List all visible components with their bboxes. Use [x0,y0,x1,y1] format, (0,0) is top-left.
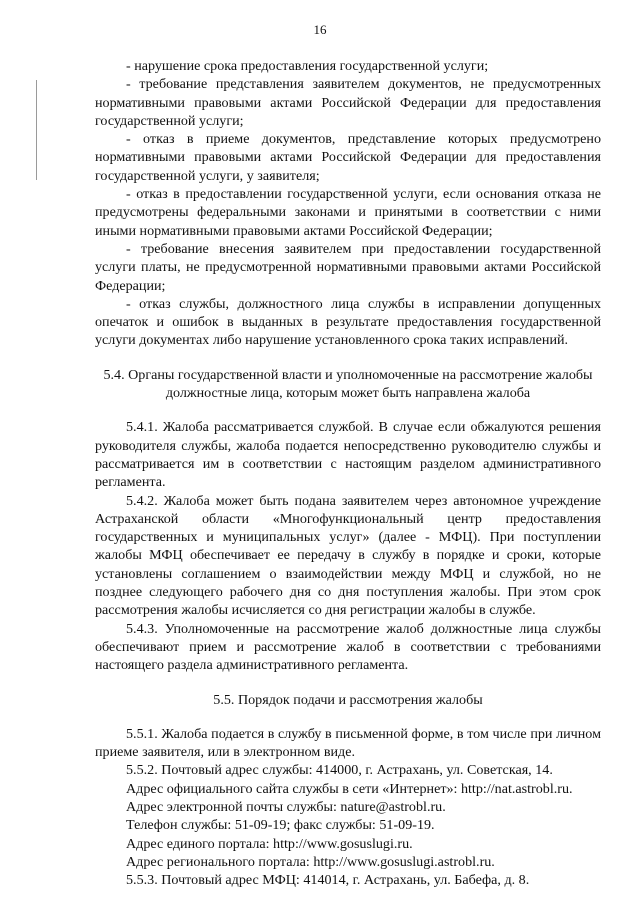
phone-fax: Телефон службы: 51-09-19; факс службы: 51-09-19. [126,817,435,834]
contact-block [95,761,601,889]
page-number: 16 [313,22,327,37]
postal-address: 5.5.2. Почтовый адрес службы: 414000, г. Астрахань, ул. Советская, 14. [126,762,553,779]
margin-line [36,80,37,180]
document-body [95,57,601,889]
mfc-postal-address: 5.5.3. Почтовый адрес МФЦ: 414014, г. Астрахань, ул. Бабефа, д. 8. [126,872,530,889]
email-address: Адрес электронной почты службы: nature@astrobl.ru. [126,798,446,815]
unified-portal-address: Адрес единого портала: http://www.gosuslugi.ru. [126,835,413,852]
paragraph-5-4-1: 5.4.1. Жалоба рассматривается службой. В случае если обжалуются решения руководителя службы, жалоба подается непосредственно руководителю службы и рассматривается им в соответствии с настоящим разделом административного регламента. [95,419,601,491]
paragraph-5-4-2: 5.4.2. Жалоба может быть подана заявителем через автономное учреждение Астраханской области «Многофункциональный центр предоставления государственных и муниципальных услуг» (далее - МФЦ). При поступлении жалобы МФЦ обеспечивает ее передачу в службу в порядке и сроки, которые установлены соглашением о взаимодействии между МФЦ и службой, но не позднее следующего рабочего дня со дня поступления жалобы. При этом срок рассмотрения жалобы исчисляется со дня регистрации жалобы в службе. [95,492,601,619]
list-item: - требование внесения заявителем при предоставлении государственной услуги платы, не предусмотренной нормативными правовыми актами Российской Федерации; [95,240,601,294]
spacer [95,402,601,418]
list-item: - отказ службы, должностного лица службы в исправлении допущенных опечаток и ошибок в выданных в результате предоставления государственной услуги документах либо нарушение установленного срока таких исправлений. [95,295,601,349]
list-item: - требование представления заявителем документов, не предусмотренных нормативными правовыми актами Российской Федерации для предоставления государственной услуги; [95,76,601,129]
spacer [95,675,601,691]
list-item: - отказ в приеме документов, представление которых предусмотрено нормативными правовыми актами Российской Федерации для предоставления государственной услуги, у заявителя; [95,131,601,184]
paragraph-5-4-3: 5.4.3. Уполномоченные на рассмотрение жалоб должностные лица службы обеспечивают прием и рассмотрение жалоб в соответствии с требованиями настоящего раздела административного регламента. [95,620,601,674]
section-heading-5-5: 5.5. Порядок подачи и рассмотрения жалобы [213,691,483,708]
paragraph-5-5-1: 5.5.1. Жалоба подается в службу в письменной форме, в том числе при личном приеме заявителя, или в электронном виде. [95,725,601,761]
section-heading-5-4: 5.4. Органы государственной власти и уполномоченные на рассмотрение жалобы должностные лица, которым может быть направлена жалоба [103,366,593,402]
spacer [95,350,601,366]
regional-portal-address: Адрес регионального портала: http://www.gosuslugi.astrobl.ru. [126,853,495,870]
list-item: - нарушение срока предоставления государственной услуги; [126,58,489,74]
website-address: Адрес официального сайта службы в сети «Интернет»: http://nat.astrobl.ru. [126,780,573,797]
list-item: - отказ в предоставлении государственной услуги, если основания отказа не предусмотрены федеральными законами и принятыми в соответствии с ними иными нормативными правовыми актами Российской Федерации; [95,186,601,239]
spacer [95,709,601,725]
